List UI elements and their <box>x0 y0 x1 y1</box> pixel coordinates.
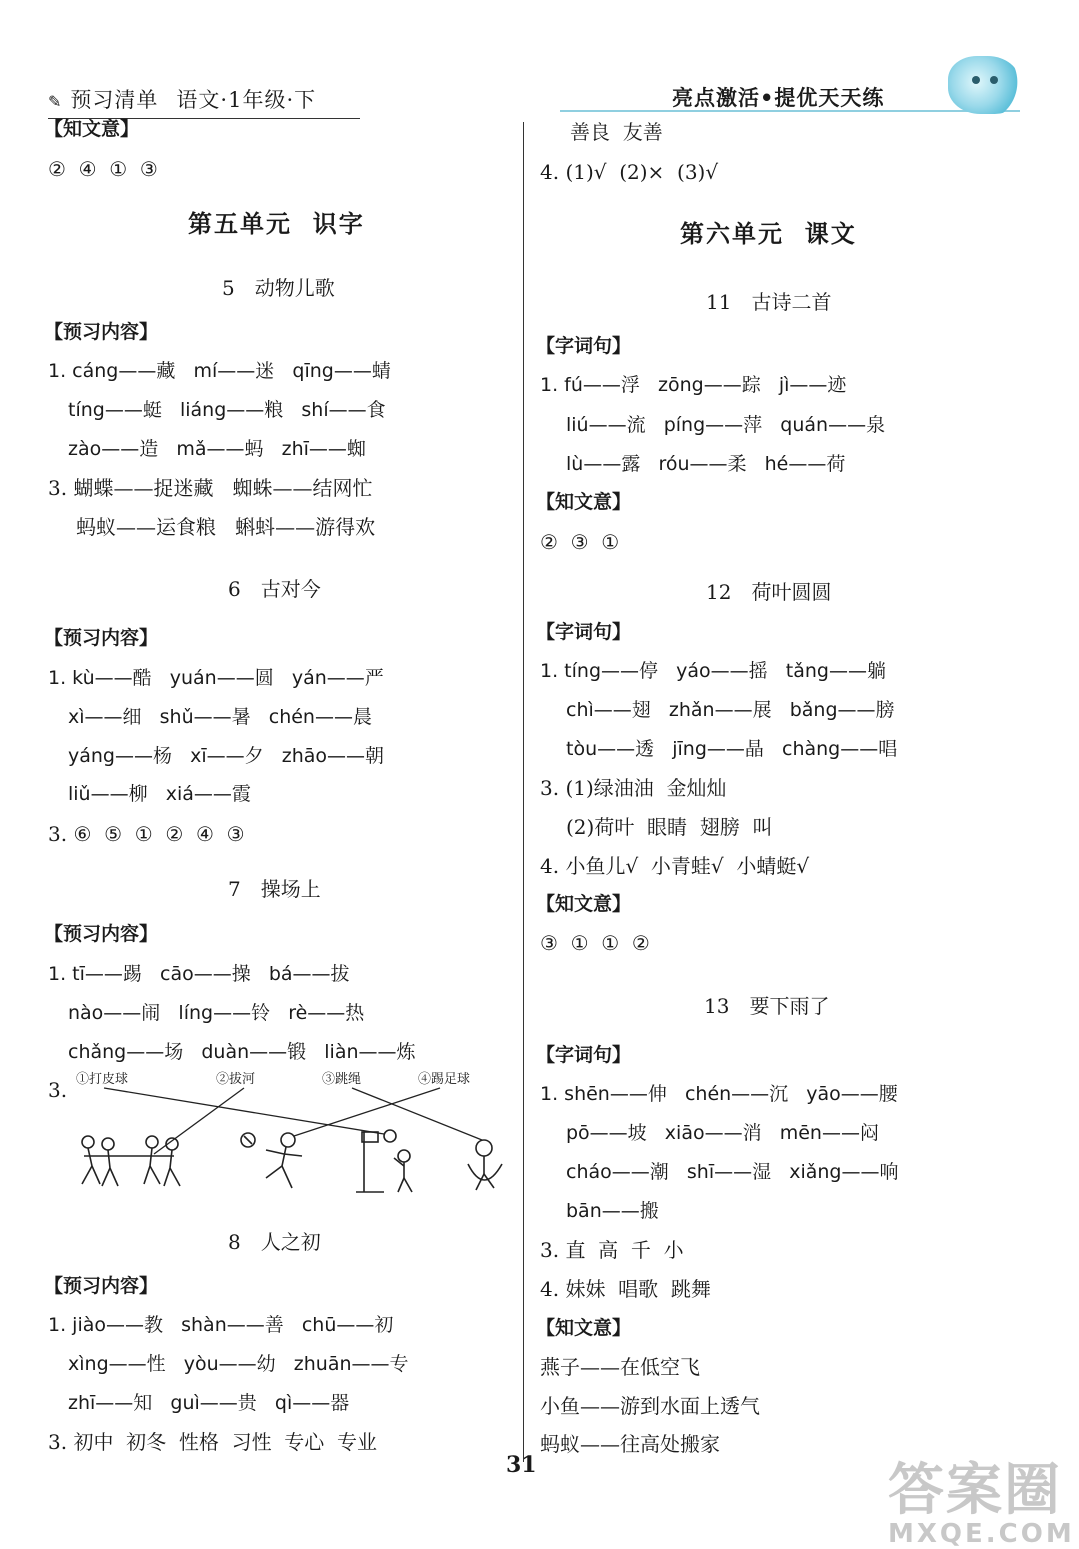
answer-line: 4. 妹妹 唱歌 跳舞 <box>540 1277 711 1301</box>
lesson-number: 5 <box>222 276 235 300</box>
answer-line: 1. tíng——停 yáo——摇 tǎng——躺 <box>540 660 886 682</box>
answer-line: ② ③ ① <box>540 530 620 554</box>
answer-line: 3. 初中 初冬 性格 习性 专心 专业 <box>48 1430 378 1454</box>
section-head: 【知文意】 <box>536 1317 632 1339</box>
answer-line: cháo——潮 shī——湿 xiǎng——响 <box>566 1161 899 1183</box>
lesson-title <box>228 1230 321 1254</box>
lesson-title <box>222 276 335 300</box>
answer-line: 1. kù——酷 yuán——圆 yán——严 <box>48 667 384 689</box>
lesson-title <box>228 577 321 601</box>
lesson-title <box>704 994 829 1018</box>
kickball-figure-icon <box>236 1126 316 1194</box>
watermark-logo <box>888 1458 1075 1549</box>
section-head: 【知文意】 <box>536 893 632 915</box>
answer-line: liú——流 píng——萍 quán——泉 <box>566 414 886 436</box>
answer-line: 1. shēn——伸 chén——沉 yāo——腰 <box>540 1083 898 1105</box>
match-label: ④踢足球 <box>418 1072 471 1087</box>
lesson-name: 古对今 <box>260 577 321 601</box>
section-head: 【预习内容】 <box>44 923 159 945</box>
answer-line: liǔ——柳 xiá——霞 <box>68 783 251 805</box>
mascot-eye-icon <box>990 76 998 84</box>
answer-line: zào——造 mǎ——蚂 zhī——蜘 <box>68 438 366 460</box>
answer-line: ③ ① ① ② <box>540 931 650 955</box>
unit-title: 第五单元 识字 <box>188 210 365 238</box>
header-left <box>48 84 360 119</box>
lesson-number: 13 <box>704 994 730 1018</box>
answer-line: ② ④ ① ③ <box>48 157 158 181</box>
jump-rope-figure-icon <box>462 1138 512 1196</box>
match-label: ①打皮球 <box>76 1072 129 1087</box>
section-head: 【字词句】 <box>536 1044 632 1066</box>
header-right: 亮点激活•提优天天练 <box>672 86 885 110</box>
answer-line: 1. jiào——教 shàn——善 chū——初 <box>48 1314 394 1336</box>
answer-line: xì——细 shǔ——暑 chén——晨 <box>68 706 372 728</box>
answer-line: bān——搬 <box>566 1200 659 1222</box>
match-label: ③跳绳 <box>322 1072 362 1087</box>
answer-line: chì——翅 zhǎn——展 bǎng——膀 <box>566 699 895 721</box>
answer-line: tòu——透 jīng——晶 chàng——唱 <box>566 738 898 760</box>
answer-line: 1. tī——踢 cāo——操 bá——拔 <box>48 963 350 985</box>
answer-line: 燕子——在低空飞 <box>540 1355 700 1379</box>
answer-line: zhī——知 guì——贵 qì——器 <box>68 1392 350 1414</box>
answer-line: chǎng——场 duàn——锻 liàn——炼 <box>68 1041 416 1063</box>
tug-of-war-figure-icon <box>74 1128 194 1192</box>
lesson-number: 11 <box>706 290 732 314</box>
answer-line: tíng——蜓 liáng——粮 shí——食 <box>68 399 386 421</box>
answer-line: pō——坡 xiāo——消 mēn——闷 <box>566 1122 879 1144</box>
answer-line: 善良 友善 <box>570 120 663 144</box>
header-rule <box>560 110 1020 112</box>
answer-line: 3. (1)绿油油 金灿灿 <box>540 776 727 800</box>
section-zhiwenyi: 【知文意】 <box>44 118 140 140</box>
lesson-name: 要下雨了 <box>749 994 830 1018</box>
watermark-text: 答案圈 <box>888 1458 1062 1523</box>
watermark-url: MXQE.COM <box>888 1519 1075 1549</box>
lesson-number: 7 <box>228 877 241 901</box>
page-number: 31 <box>506 1452 537 1478</box>
answer-line: 4. (1)√ (2)× (3)√ <box>540 160 719 184</box>
lesson-name: 动物儿歌 <box>254 276 335 300</box>
answer-line: 3. 直 高 千 小 <box>540 1238 684 1262</box>
unit-title: 第六单元 课文 <box>680 220 857 248</box>
lesson-title <box>706 580 831 604</box>
answer-line: 1. fú——浮 zōng——踪 jì——迹 <box>540 374 847 396</box>
answer-line: 3. ⑥ ⑤ ① ② ④ ③ <box>48 822 245 846</box>
pencil-icon: ✎ <box>48 92 63 111</box>
answer-line: (2)荷叶 眼睛 翅膀 叫 <box>566 815 773 839</box>
lesson-name: 古诗二首 <box>751 290 832 314</box>
answer-line: lù——露 róu——柔 hé——荷 <box>566 453 846 475</box>
answer-line: 蚂蚁——运食粮 蝌蚪——游得欢 <box>76 515 376 539</box>
lesson-number: 12 <box>706 580 732 604</box>
section-head: 【字词句】 <box>536 335 632 357</box>
answer-line: 小鱼——游到水面上透气 <box>540 1394 760 1418</box>
section-head: 【字词句】 <box>536 621 632 643</box>
header-series: 预习清单 <box>70 88 159 112</box>
lesson-name: 人之初 <box>260 1230 321 1254</box>
column-divider <box>523 122 524 1462</box>
section-head: 【预习内容】 <box>44 627 159 649</box>
answer-line: 1. cáng——藏 mí——迷 qīng——蜻 <box>48 360 391 382</box>
answer-line: 3. 蝴蝶——捉迷藏 蜘蛛——结网忙 <box>48 476 373 500</box>
section-head: 【知文意】 <box>536 491 632 513</box>
section-head: 【预习内容】 <box>44 321 159 343</box>
answer-line: yáng——杨 xī——夕 zhāo——朝 <box>68 745 385 767</box>
lesson-name: 操场上 <box>260 877 321 901</box>
mascot-icon <box>948 56 1020 114</box>
lesson-number: 6 <box>228 577 241 601</box>
answer-line: 3. <box>48 1078 68 1102</box>
match-label: ②拔河 <box>216 1072 256 1087</box>
answer-line: xìng——性 yòu——幼 zhuān——专 <box>68 1353 409 1375</box>
lesson-title <box>228 877 321 901</box>
matching-figure <box>74 1068 514 1198</box>
header-subject: 语文·1年级·下 <box>176 88 317 112</box>
lesson-name: 荷叶圆圆 <box>751 580 832 604</box>
lesson-number: 8 <box>228 1230 241 1254</box>
basketball-figure-icon <box>354 1126 424 1196</box>
answer-line: nào——闹 líng——铃 rè——热 <box>68 1002 365 1024</box>
answer-line: 蚂蚁——往高处搬家 <box>540 1432 720 1456</box>
answer-line: 4. 小鱼儿√ 小青蛙√ 小蜻蜓√ <box>540 854 810 878</box>
lesson-title <box>706 290 831 314</box>
mascot-eye-icon <box>972 76 980 84</box>
section-head: 【预习内容】 <box>44 1275 159 1297</box>
